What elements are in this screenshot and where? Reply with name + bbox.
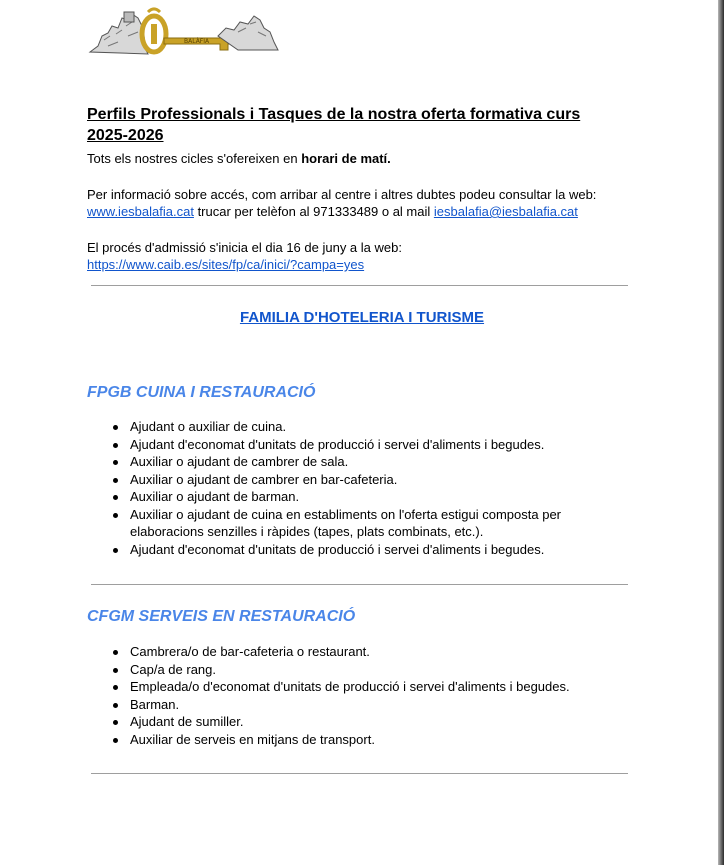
- divider: [91, 773, 628, 774]
- divider: [91, 285, 628, 286]
- window-edge-shadow: [718, 0, 724, 865]
- admission-link[interactable]: https://www.caib.es/sites/fp/ca/inici/?campa=yes: [87, 257, 365, 272]
- schedule-text: Tots els nostres cicles s'ofereixen en: [87, 151, 302, 166]
- list-item: Barman.: [110, 696, 590, 714]
- admission-line: El procés d'admissió s'inicia el dia 16 de juny a la web:: [87, 240, 402, 255]
- list-item: Cap/a de rang.: [110, 661, 590, 679]
- list-item: Auxiliar de serveis en mitjans de transport.: [110, 731, 590, 749]
- list-item: Ajudant d'economat d'unitats de producció i servei d'aliments i begudes.: [110, 541, 590, 559]
- list-item: Auxiliar o ajudant de cambrer de sala.: [110, 453, 590, 471]
- contact-line: [87, 203, 578, 221]
- logo-lettering: BALÀFIA: [184, 38, 210, 45]
- schedule-line: [87, 150, 391, 168]
- school-logo: [88, 6, 280, 58]
- list-item: Ajudant de sumiller.: [110, 713, 590, 731]
- divider: [91, 584, 628, 585]
- list-item: Auxiliar o ajudant de cuina en establiments on l'oferta estigui composta per elaboracions senzilles i ràpides (tapes, plats combinats, etc.).: [110, 506, 590, 541]
- phone-text: trucar per telèfon al 971333489 o al mail: [193, 204, 434, 219]
- schedule-bold-text: horari de matí.: [301, 151, 391, 166]
- website-link[interactable]: www.iesbalafia.cat: [87, 204, 194, 219]
- section-title-fpgb: FPGB CUINA I RESTAURACIÓ: [87, 384, 316, 401]
- email-link[interactable]: iesbalafia@iesbalafia.cat: [433, 204, 578, 219]
- list-item: Cambrera/o de bar-cafeteria o restaurant.: [110, 643, 590, 661]
- list-item: Empleada/o d'economat d'unitats de producció i servei d'aliments i begudes.: [110, 678, 590, 696]
- page-title: Perfils Professionals i Tasques de la nostra oferta formativa curs 2025-2026: [87, 106, 581, 144]
- fpgb-profile-list: [110, 418, 590, 558]
- family-title-link[interactable]: FAMILIA D'HOTELERIA I TURISME: [239, 309, 485, 326]
- list-item: Ajudant o auxiliar de cuina.: [110, 418, 590, 436]
- admission-link-line: [87, 256, 364, 274]
- list-item: Auxiliar o ajudant de barman.: [110, 488, 590, 506]
- cfgm-profile-list: [110, 643, 590, 748]
- info-line: Per informació sobre accés, com arribar al centre i altres dubtes podeu consultar la web:: [87, 187, 597, 202]
- list-item: Ajudant d'economat d'unitats de producció i servei d'aliments i begudes.: [110, 436, 590, 454]
- section-title-cfgm: CFGM SERVEIS EN RESTAURACIÓ: [87, 608, 356, 625]
- list-item: Auxiliar o ajudant de cambrer en bar-cafeteria.: [110, 471, 590, 489]
